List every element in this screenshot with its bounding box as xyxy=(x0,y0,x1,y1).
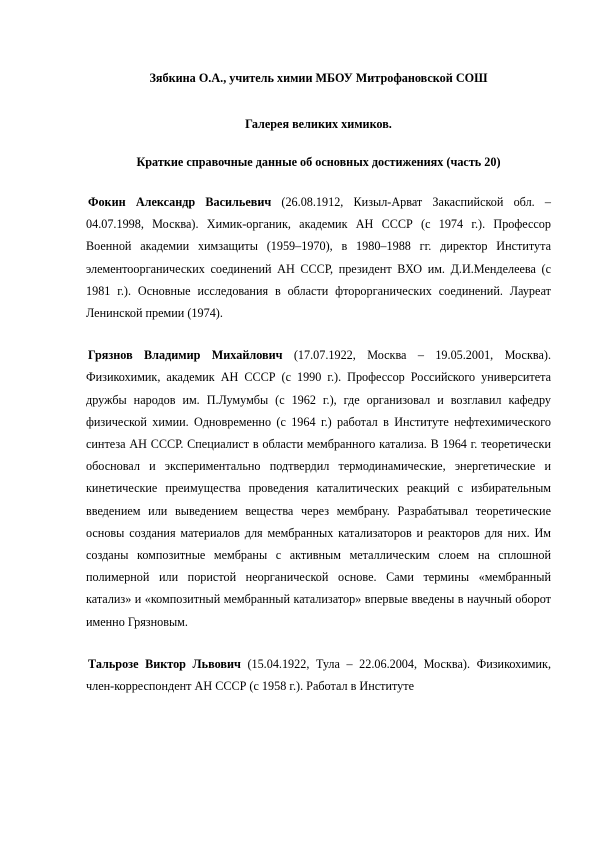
chemist-name: Фокин Александр Васильевич xyxy=(88,195,272,209)
chemist-bio: (26.08.1912, Кизыл-Арват Закаспийской обл. – 04.07.1998, Москва). Химик-органик, академик АН СССР (с 1974 г.). Профессор Военной академии химзащиты (1959–1970), в 1980–1988 гг. директор Института элементоорганических соединений АН СССР, президент ВХО им. Д.И.Менделеева (с 1981 г.). Основные исследования в области фторорганических соединений. Лауреат Ленинской премии (1974). xyxy=(86,195,551,321)
chemist-entry-fokin xyxy=(86,191,551,324)
author-line: Зябкина О.А., учитель химии МБОУ Митрофановской СОШ xyxy=(149,71,488,85)
gallery-title: Галерея великих химиков. xyxy=(245,117,392,131)
chemist-entry-talroze xyxy=(86,653,551,697)
chemist-bio: (15.04.1922, Тула – 22.06.2004, Москва). Физикохимик, член-корреспондент АН СССР (с 1958 г.). Работал в Институте xyxy=(86,656,551,694)
chemist-name: Тальрозе Виктор Львович xyxy=(88,656,241,671)
chemist-bio: (17.07.1922, Москва – 19.05.2001, Москва). Физикохимик, академик АН СССР (с 1990 г.). Профессор Российского университета дружбы народов им. П.Лумумбы (с 1962 г.), где организовал и возглавил кафедру физической химии. Одновременно (с 1964 г.) работал в Институте нефтехимического синтеза АН СССР. Специалист в области мембранного катализа. В 1964 г. теоретически обосновал и экспериментально подтвердил термодинамические, энергетические и кинетические преимущества проведения каталитических реакций с избирательным введением или выведением вещества через мембрану. Разрабатывал теоретические основы создания материалов для мембранных катализаторов и реакторов для них. Им созданы композитные мембраны с активным металлическим слоем на сплошной полимерной или пористой неорганической основе. Сами термины «мембранный катализ» и «композитный мембранный катализатор» впервые введены в научный оборот именно Грязновым. xyxy=(86,348,551,629)
summary-title: Краткие справочные данные об основных достижениях (часть 20) xyxy=(136,155,501,169)
chemist-entry-gryaznov xyxy=(86,344,551,633)
chemist-name: Грязнов Владимир Михайлович xyxy=(88,348,283,363)
